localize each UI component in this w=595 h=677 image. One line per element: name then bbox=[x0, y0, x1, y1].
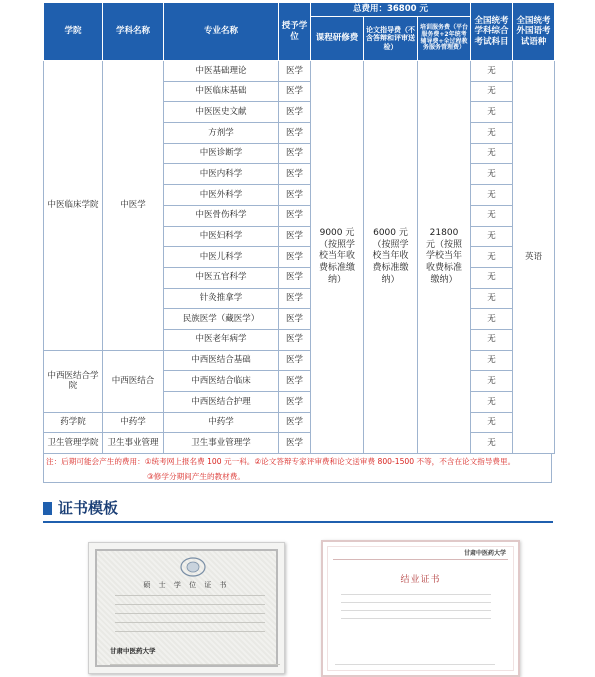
major-cell: 中医老年病学 bbox=[164, 329, 279, 350]
degree-cell: 医学 bbox=[279, 143, 311, 164]
header-thesis-fee: 论文指导费（不含答辩和评审送检） bbox=[364, 17, 418, 61]
section-title: 证书模板 bbox=[58, 499, 119, 517]
table-row bbox=[44, 61, 555, 82]
college-cell: 药学院 bbox=[44, 412, 103, 433]
degree-cell: 医学 bbox=[279, 81, 311, 102]
major-cell: 中医五官科学 bbox=[164, 267, 279, 288]
completion-certificate-title: 结业证书 bbox=[400, 575, 441, 585]
certificate-section-header bbox=[43, 495, 553, 525]
header-degree: 授予学位 bbox=[279, 3, 311, 61]
degree-cell: 医学 bbox=[279, 329, 311, 350]
exam-subject-cell: 无 bbox=[471, 164, 513, 185]
section-marker bbox=[43, 502, 52, 515]
header-major: 专业名称 bbox=[164, 3, 279, 61]
exam-subject-cell: 无 bbox=[471, 123, 513, 144]
completion-certificate-rule bbox=[333, 559, 508, 560]
college-cell: 卫生管理学院 bbox=[44, 433, 103, 454]
exam-subject-cell: 无 bbox=[471, 185, 513, 206]
college-cell: 中西医结合学院 bbox=[44, 350, 103, 412]
exam-subject-cell: 无 bbox=[471, 371, 513, 392]
degree-cell: 医学 bbox=[279, 288, 311, 309]
exam-subject-cell: 无 bbox=[471, 143, 513, 164]
major-cell: 中医外科学 bbox=[164, 185, 279, 206]
degree-certificate-footer-line bbox=[110, 664, 280, 665]
emblem-icon bbox=[179, 556, 207, 578]
degree-certificate-image bbox=[88, 542, 285, 674]
section-divider bbox=[43, 521, 553, 523]
college-cell: 中医临床学院 bbox=[44, 61, 103, 351]
degree-cell: 医学 bbox=[279, 247, 311, 268]
note-line-1: 注：后期可能会产生的费用：①统考网上报名费 100 元一科。②论文答辩专家评审费和论文送审费 800-1500 不等，不含在论文指导费里。 bbox=[46, 457, 516, 466]
table-row bbox=[44, 433, 555, 454]
exam-subject-cell: 无 bbox=[471, 329, 513, 350]
degree-certificate-title: 硕 士 学 位 证 书 bbox=[143, 581, 230, 589]
major-cell: 中医内科学 bbox=[164, 164, 279, 185]
major-cell: 方剂学 bbox=[164, 123, 279, 144]
course-fee-cell: 9000 元（按照学校当年收费标准缴纳） bbox=[311, 61, 364, 454]
major-cell: 中医医史文献 bbox=[164, 102, 279, 123]
table-row bbox=[44, 350, 555, 371]
degree-cell: 医学 bbox=[279, 350, 311, 371]
degree-cell: 医学 bbox=[279, 102, 311, 123]
completion-certificate-image bbox=[321, 540, 520, 677]
table-row bbox=[44, 412, 555, 433]
completion-certificate-text-lines bbox=[341, 594, 491, 626]
exam-subject-cell: 无 bbox=[471, 61, 513, 82]
exam-subject-cell: 无 bbox=[471, 309, 513, 330]
fee-note bbox=[43, 453, 552, 483]
completion-certificate-university: 甘肃中医药大学 bbox=[463, 550, 506, 557]
degree-cell: 医学 bbox=[279, 185, 311, 206]
major-cell: 中医基础理论 bbox=[164, 61, 279, 82]
fee-table bbox=[43, 2, 555, 454]
degree-cell: 医学 bbox=[279, 123, 311, 144]
header-foreign-lang: 全国统考外国语考试语种 bbox=[513, 3, 555, 61]
degree-cell: 医学 bbox=[279, 61, 311, 82]
major-cell: 中医骨伤科学 bbox=[164, 205, 279, 226]
training-fee-cell: 21800 元（按照学校当年收费标准缴纳） bbox=[418, 61, 471, 454]
degree-certificate-frame bbox=[95, 549, 278, 667]
degree-cell: 医学 bbox=[279, 309, 311, 330]
degree-cell: 医学 bbox=[279, 267, 311, 288]
major-cell: 中西医结合临床 bbox=[164, 371, 279, 392]
header-exam-subject: 全国统考学科综合考试科目 bbox=[471, 3, 513, 61]
exam-subject-cell: 无 bbox=[471, 102, 513, 123]
header-course-fee: 课程研修费 bbox=[311, 17, 364, 61]
note-line-2: ③修学分期间产生的教材费。 bbox=[147, 472, 245, 481]
degree-cell: 医学 bbox=[279, 226, 311, 247]
exam-subject-cell: 无 bbox=[471, 81, 513, 102]
discipline-cell: 中药学 bbox=[103, 412, 164, 433]
major-cell: 中医临床基础 bbox=[164, 81, 279, 102]
degree-certificate-university: 甘肃中医药大学 bbox=[110, 647, 156, 655]
exam-subject-cell: 无 bbox=[471, 392, 513, 413]
degree-cell: 医学 bbox=[279, 164, 311, 185]
exam-subject-cell: 无 bbox=[471, 288, 513, 309]
degree-cell: 医学 bbox=[279, 412, 311, 433]
degree-certificate-text-lines bbox=[115, 595, 265, 640]
exam-subject-cell: 无 bbox=[471, 205, 513, 226]
discipline-cell: 中医学 bbox=[103, 61, 164, 351]
header-discipline: 学科名称 bbox=[103, 3, 164, 61]
major-cell: 中药学 bbox=[164, 412, 279, 433]
degree-cell: 医学 bbox=[279, 433, 311, 454]
header-total-fee: 总费用：36800 元 bbox=[311, 3, 471, 17]
degree-cell: 医学 bbox=[279, 205, 311, 226]
major-cell: 中医诊断学 bbox=[164, 143, 279, 164]
major-cell: 中西医结合护理 bbox=[164, 392, 279, 413]
header-training-fee: 培训服务费（平台服务费+2年统考辅导费+全过程教务服务管理费） bbox=[418, 17, 471, 61]
degree-cell: 医学 bbox=[279, 392, 311, 413]
major-cell: 中医儿科学 bbox=[164, 247, 279, 268]
major-cell: 卫生事业管理学 bbox=[164, 433, 279, 454]
exam-subject-cell: 无 bbox=[471, 247, 513, 268]
discipline-cell: 中西医结合 bbox=[103, 350, 164, 412]
degree-cell: 医学 bbox=[279, 371, 311, 392]
major-cell: 中西医结合基础 bbox=[164, 350, 279, 371]
header-college: 学院 bbox=[44, 3, 103, 61]
foreign-lang-cell: 英语 bbox=[513, 61, 555, 454]
exam-subject-cell: 无 bbox=[471, 226, 513, 247]
major-cell: 针灸推拿学 bbox=[164, 288, 279, 309]
exam-subject-cell: 无 bbox=[471, 433, 513, 454]
thesis-fee-cell: 6000 元（按照学校当年收费标准缴纳） bbox=[364, 61, 418, 454]
discipline-cell: 卫生事业管理 bbox=[103, 433, 164, 454]
completion-certificate-footer-line bbox=[335, 664, 495, 665]
exam-subject-cell: 无 bbox=[471, 267, 513, 288]
major-cell: 民族医学（藏医学） bbox=[164, 309, 279, 330]
exam-subject-cell: 无 bbox=[471, 350, 513, 371]
major-cell: 中医妇科学 bbox=[164, 226, 279, 247]
exam-subject-cell: 无 bbox=[471, 412, 513, 433]
